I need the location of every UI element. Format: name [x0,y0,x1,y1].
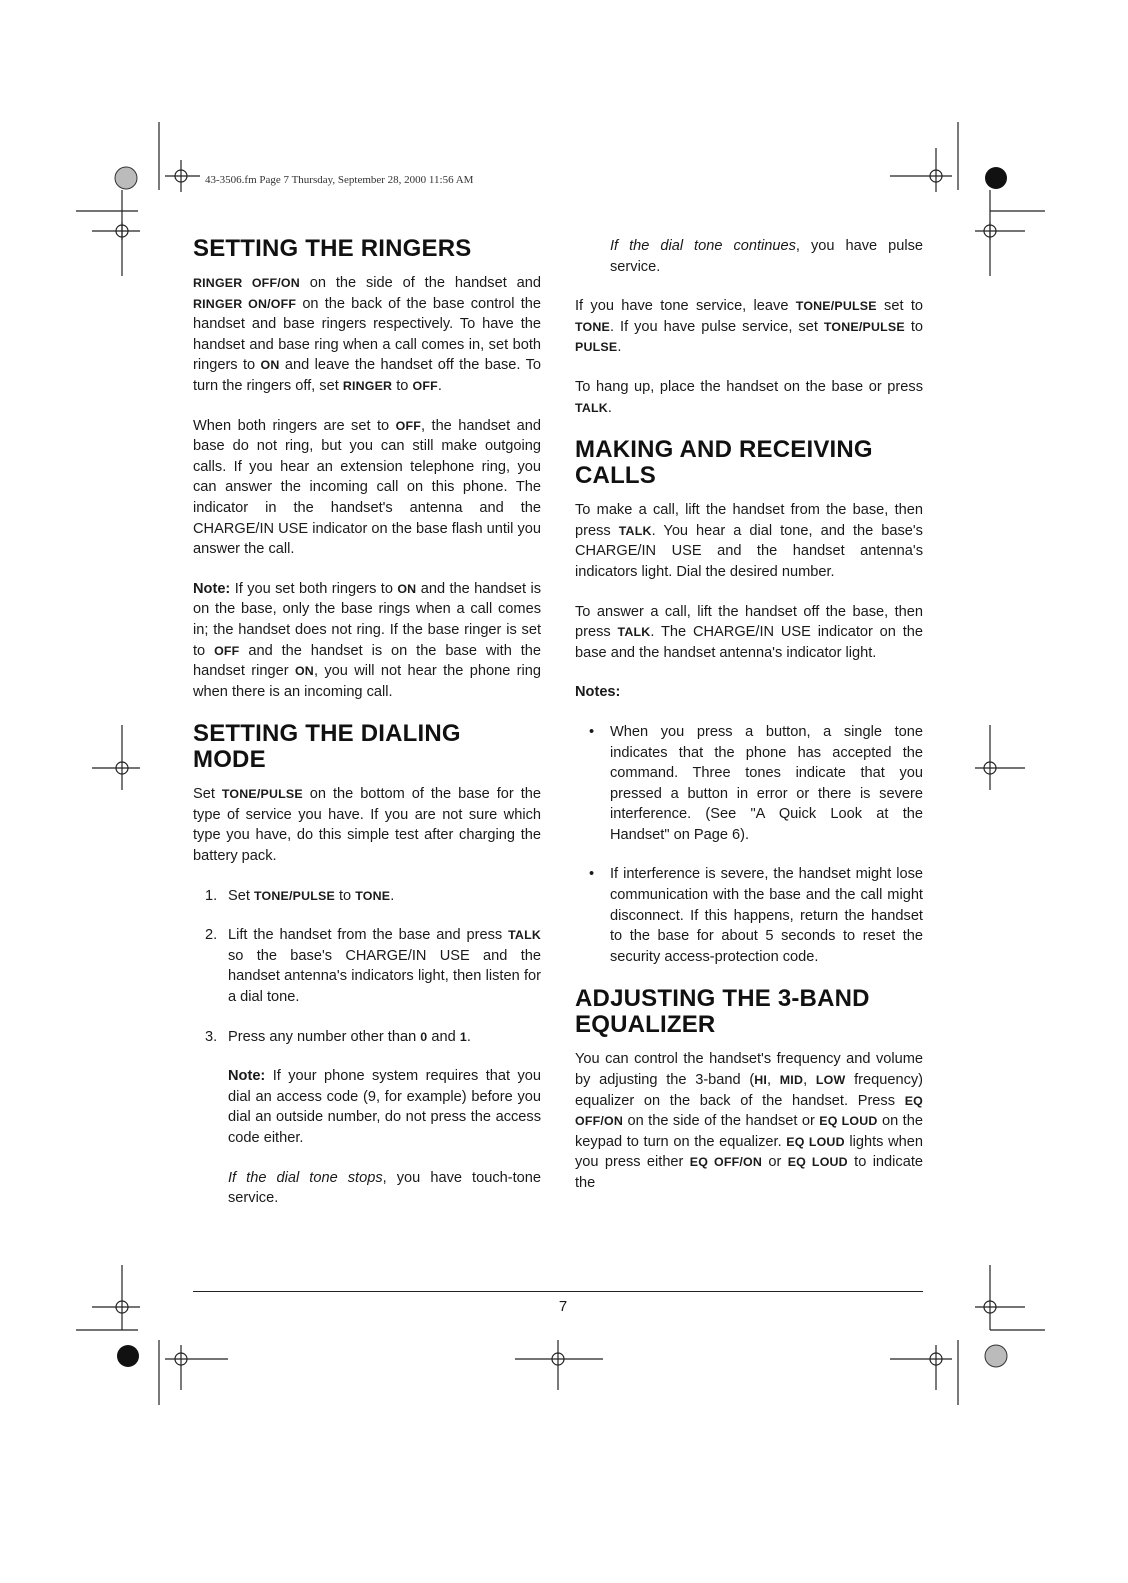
equalizer-paragraph: You can control the handset's frequency and volume by adjusting the 3-band (HI, MID, LOW frequency) equalizer on the back of the handset. Press EQ OFF/ON on the side of the handset or EQ LOUD on the keypad to turn on the equalizer. EQ LOUD lights when you press either EQ OFF/ON or EQ LOUD to indicate the [575,1051,924,1191]
tone-service-paragraph: If you have tone service, leave TONE/PULSE set to TONE. If you have pulse service, set TONE/PULSE to PULSE. [575,298,924,356]
dialing-intro: Set TONE/PULSE on the bottom of the base for the type of service you have. If you are not sure which type you have, do this simple test after charging the battery pack. [193,786,541,865]
heading-making-and-receiving-calls: MAKING AND RECEIVING CALLS [575,436,873,490]
step-note: Note: If your phone system requires that you dial an access code (9, for example) before you dial an outside number, do not press the access code either. [228,1068,541,1146]
dialing-steps [193,886,541,1209]
make-call-paragraph: To make a call, lift the handset from the base, then press TALK. You hear a dial tone, and the base's CHARGE/IN USE and the handset antenna's indicators light. Dial the desired number. [575,502,923,580]
step-item: 2. Lift the handset from the base and press TALK so the base's CHARGE/IN USE and the handset antenna's indicators light, then listen for a dial tone. [205,927,541,1006]
left-column [193,236,541,1228]
ringers-paragraph: RINGER OFF/ON on the side of the handset and RINGER ON/OFF on the back of the base control the handset and base ringers respectively. To have the handset and base ring when a call comes in, set both ringers to ON and leave the handset off the base. To turn the ringers off, set RINGER to OFF. [193,275,541,394]
heading-adjusting-the-3-band-equalizer: ADJUSTING THE 3-BAND EQUALIZER [575,985,870,1039]
heading-setting-the-dialing-mode: SETTING THE DIALING MODE [193,720,461,774]
right-column [575,236,923,1213]
page-number: 7 [558,1298,568,1315]
notes-label: Notes: [575,684,621,701]
header-file-info: 43-3506.fm Page 7 Thursday, September 28, 2000 11:56 AM [205,174,474,186]
heading-setting-the-ringers: SETTING THE RINGERS [193,235,472,262]
ringers-off-paragraph: When both ringers are set to OFF, the handset and base do not ring, but you can still make outgoing calls. If you hear an extension telephone ring, you can answer the incoming call on this phone. The indicator in the handset's antenna and the CHARGE/IN USE indicator on the base flash until you answer the call. [193,417,541,558]
dial-tone-stops: If the dial tone stops, you have touch-tone service. [228,1169,542,1207]
notes-list [575,722,923,968]
step-item: 3. Press any number other than 0 and 1. Note: If your phone system requires that you dial an access code (9, for example) before you dial an outside number, do not press the access code either. If the dial tone stops, you have touch-tone service. [193,1027,541,1209]
footer-rule [193,1291,923,1292]
hang-up-paragraph: To hang up, place the handset on the base or press TALK. [575,378,923,416]
list-item: • When you press a button, a single tone indicates that the phone has accepted the command. Three tones indicate that you pressed a button in error or there is severe interference. (See "A Quick Look at the Handset" on Page 6). [589,723,923,843]
list-item: • If interference is severe, the handset might lose communication with the base and the call might disconnect. If this happens, return the handset to the base for about 5 seconds to reset the security access-protection code. [589,866,923,965]
answer-call-paragraph: To answer a call, lift the handset off the base, then press TALK. The CHARGE/IN USE indicator on the base and the handset antenna's indicator light. [575,603,923,661]
dial-tone-continues: If the dial tone continues, you have pulse service. [610,238,923,275]
step-item: 1. Set TONE/PULSE to TONE. [205,887,395,904]
ringers-note: Note: If you set both ringers to ON and the handset is on the base, only the base rings when a call comes in; the handset does not ring. If the base ringer is set to OFF and the handset is on the base with the handset ringer ON, you will not hear the phone ring when there is an incoming call. [193,580,542,700]
